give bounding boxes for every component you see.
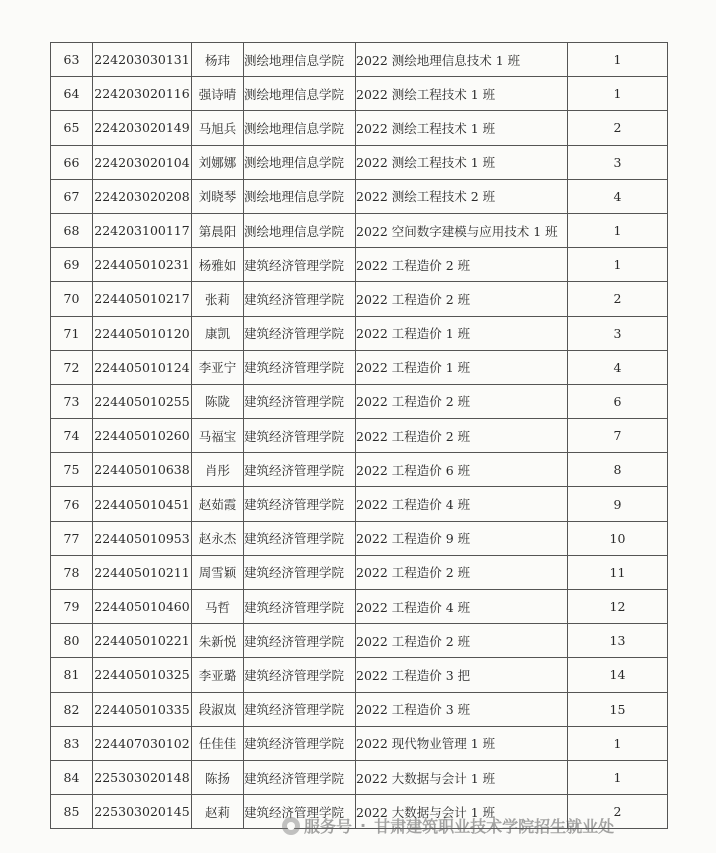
rank-cell: 1 — [568, 43, 668, 77]
roster-table — [50, 42, 668, 829]
rank-cell: 1 — [568, 77, 668, 111]
student-name-cell: 任佳佳 — [192, 726, 244, 760]
class-name-cell: 2022 工程造价 9 班 — [356, 521, 568, 555]
rank-cell: 4 — [568, 350, 668, 384]
table-row — [51, 726, 668, 760]
table-row — [51, 384, 668, 418]
college-name-cell: 建筑经济管理学院 — [244, 350, 356, 384]
student-name-cell: 马旭兵 — [192, 111, 244, 145]
student-id-cell: 224203030131 — [93, 43, 192, 77]
row-number-cell: 79 — [51, 590, 93, 624]
college-name-cell: 测绘地理信息学院 — [244, 179, 356, 213]
student-id-cell: 224203100117 — [93, 213, 192, 247]
rank-cell: 1 — [568, 760, 668, 794]
rank-cell: 10 — [568, 521, 668, 555]
college-name-cell: 建筑经济管理学院 — [244, 282, 356, 316]
class-name-cell: 2022 测绘地理信息技术 1 班 — [356, 43, 568, 77]
table-row — [51, 248, 668, 282]
wechat-icon — [282, 817, 300, 835]
table-row — [51, 43, 668, 77]
student-name-cell: 陈陇 — [192, 384, 244, 418]
college-name-cell: 建筑经济管理学院 — [244, 624, 356, 658]
student-name-cell: 周雪颖 — [192, 555, 244, 589]
student-name-cell: 刘娜娜 — [192, 145, 244, 179]
class-name-cell: 2022 大数据与会计 1 班 — [356, 795, 568, 829]
row-number-cell: 67 — [51, 179, 93, 213]
student-id-cell: 224405010255 — [93, 384, 192, 418]
table-row — [51, 179, 668, 213]
student-id-cell: 224405010953 — [93, 521, 192, 555]
row-number-cell: 81 — [51, 658, 93, 692]
rank-cell: 15 — [568, 692, 668, 726]
row-number-cell: 78 — [51, 555, 93, 589]
row-number-cell: 64 — [51, 77, 93, 111]
class-name-cell: 2022 工程造价 2 班 — [356, 248, 568, 282]
student-id-cell: 225303020145 — [93, 795, 192, 829]
college-name-cell: 测绘地理信息学院 — [244, 77, 356, 111]
class-name-cell: 2022 工程造价 6 班 — [356, 453, 568, 487]
student-id-cell: 224405010335 — [93, 692, 192, 726]
college-name-cell: 建筑经济管理学院 — [244, 384, 356, 418]
student-id-cell: 224407030102 — [93, 726, 192, 760]
college-name-cell: 建筑经济管理学院 — [244, 555, 356, 589]
rank-cell: 6 — [568, 384, 668, 418]
table-row — [51, 282, 668, 316]
student-id-cell: 225303020148 — [93, 760, 192, 794]
student-id-cell: 224405010451 — [93, 487, 192, 521]
student-id-cell: 224405010124 — [93, 350, 192, 384]
class-name-cell: 2022 工程造价 3 班 — [356, 692, 568, 726]
class-name-cell: 2022 大数据与会计 1 班 — [356, 760, 568, 794]
row-number-cell: 84 — [51, 760, 93, 794]
student-name-cell: 强诗晴 — [192, 77, 244, 111]
student-name-cell: 陈扬 — [192, 760, 244, 794]
watermark-org: 甘肃建筑职业技术学院招生就业处 — [374, 817, 615, 836]
row-number-cell: 63 — [51, 43, 93, 77]
row-number-cell: 82 — [51, 692, 93, 726]
rank-cell: 9 — [568, 487, 668, 521]
rank-cell: 2 — [568, 282, 668, 316]
student-name-cell: 赵莉 — [192, 795, 244, 829]
watermark — [282, 814, 614, 837]
rank-cell: 3 — [568, 145, 668, 179]
college-name-cell: 测绘地理信息学院 — [244, 213, 356, 247]
student-id-cell: 224405010120 — [93, 316, 192, 350]
rank-cell: 4 — [568, 179, 668, 213]
class-name-cell: 2022 工程造价 2 班 — [356, 282, 568, 316]
row-number-cell: 80 — [51, 624, 93, 658]
table-row — [51, 590, 668, 624]
table-row — [51, 555, 668, 589]
rank-cell: 1 — [568, 726, 668, 760]
watermark-separator: · — [360, 816, 367, 835]
class-name-cell: 2022 工程造价 3 把 — [356, 658, 568, 692]
rank-cell: 1 — [568, 248, 668, 282]
college-name-cell: 测绘地理信息学院 — [244, 43, 356, 77]
table-row — [51, 624, 668, 658]
row-number-cell: 75 — [51, 453, 93, 487]
row-number-cell: 73 — [51, 384, 93, 418]
table-row — [51, 213, 668, 247]
college-name-cell: 建筑经济管理学院 — [244, 726, 356, 760]
rank-cell: 3 — [568, 316, 668, 350]
table-row — [51, 453, 668, 487]
student-name-cell: 赵永杰 — [192, 521, 244, 555]
row-number-cell: 76 — [51, 487, 93, 521]
row-number-cell: 68 — [51, 213, 93, 247]
student-name-cell: 赵茹霞 — [192, 487, 244, 521]
class-name-cell: 2022 工程造价 4 班 — [356, 590, 568, 624]
college-name-cell: 建筑经济管理学院 — [244, 453, 356, 487]
table-row — [51, 760, 668, 794]
class-name-cell: 2022 工程造价 2 班 — [356, 384, 568, 418]
student-id-cell: 224405010217 — [93, 282, 192, 316]
student-name-cell: 第晨阳 — [192, 213, 244, 247]
college-name-cell: 建筑经济管理学院 — [244, 316, 356, 350]
row-number-cell: 71 — [51, 316, 93, 350]
student-name-cell: 杨玮 — [192, 43, 244, 77]
college-name-cell: 建筑经济管理学院 — [244, 521, 356, 555]
table-row — [51, 350, 668, 384]
class-name-cell: 2022 工程造价 2 班 — [356, 624, 568, 658]
class-name-cell: 2022 工程造价 2 班 — [356, 555, 568, 589]
college-name-cell: 建筑经济管理学院 — [244, 248, 356, 282]
watermark-label: 服务号 — [304, 817, 353, 836]
rank-cell: 2 — [568, 111, 668, 145]
student-name-cell: 杨雅如 — [192, 248, 244, 282]
college-name-cell: 建筑经济管理学院 — [244, 487, 356, 521]
table-row — [51, 521, 668, 555]
student-id-cell: 224203020104 — [93, 145, 192, 179]
table-row — [51, 316, 668, 350]
row-number-cell: 70 — [51, 282, 93, 316]
student-id-cell: 224405010638 — [93, 453, 192, 487]
table-row — [51, 692, 668, 726]
table-row — [51, 419, 668, 453]
row-number-cell: 65 — [51, 111, 93, 145]
student-name-cell: 李亚璐 — [192, 658, 244, 692]
student-name-cell: 康凯 — [192, 316, 244, 350]
student-id-cell: 224405010231 — [93, 248, 192, 282]
student-name-cell: 张莉 — [192, 282, 244, 316]
table-row — [51, 658, 668, 692]
college-name-cell: 建筑经济管理学院 — [244, 658, 356, 692]
student-id-cell: 224405010260 — [93, 419, 192, 453]
class-name-cell: 2022 工程造价 1 班 — [356, 350, 568, 384]
table-row — [51, 77, 668, 111]
college-name-cell: 测绘地理信息学院 — [244, 145, 356, 179]
table-row — [51, 111, 668, 145]
table-row — [51, 487, 668, 521]
college-name-cell: 测绘地理信息学院 — [244, 111, 356, 145]
student-name-cell: 段淑岚 — [192, 692, 244, 726]
student-name-cell: 朱新悦 — [192, 624, 244, 658]
student-id-cell: 224203020149 — [93, 111, 192, 145]
college-name-cell: 建筑经济管理学院 — [244, 692, 356, 726]
class-name-cell: 2022 空间数字建模与应用技术 1 班 — [356, 213, 568, 247]
class-name-cell: 2022 测绘工程技术 1 班 — [356, 145, 568, 179]
student-name-cell: 李亚宁 — [192, 350, 244, 384]
student-name-cell: 马福宝 — [192, 419, 244, 453]
class-name-cell: 2022 工程造价 2 班 — [356, 419, 568, 453]
table-row — [51, 145, 668, 179]
row-number-cell: 83 — [51, 726, 93, 760]
row-number-cell: 85 — [51, 795, 93, 829]
rank-cell: 13 — [568, 624, 668, 658]
college-name-cell: 建筑经济管理学院 — [244, 419, 356, 453]
student-id-cell: 224405010221 — [93, 624, 192, 658]
roster-body — [51, 43, 668, 829]
student-name-cell: 马哲 — [192, 590, 244, 624]
student-name-cell: 肖彤 — [192, 453, 244, 487]
class-name-cell: 2022 测绘工程技术 2 班 — [356, 179, 568, 213]
student-id-cell: 224405010325 — [93, 658, 192, 692]
rank-cell: 14 — [568, 658, 668, 692]
college-name-cell: 建筑经济管理学院 — [244, 760, 356, 794]
rank-cell: 1 — [568, 213, 668, 247]
rank-cell: 7 — [568, 419, 668, 453]
rank-cell: 12 — [568, 590, 668, 624]
row-number-cell: 69 — [51, 248, 93, 282]
rank-cell: 11 — [568, 555, 668, 589]
student-id-cell: 224405010460 — [93, 590, 192, 624]
class-name-cell: 2022 测绘工程技术 1 班 — [356, 77, 568, 111]
class-name-cell: 2022 工程造价 4 班 — [356, 487, 568, 521]
row-number-cell: 77 — [51, 521, 93, 555]
rank-cell: 2 — [568, 795, 668, 829]
student-id-cell: 224203020208 — [93, 179, 192, 213]
class-name-cell: 2022 工程造价 1 班 — [356, 316, 568, 350]
college-name-cell: 建筑经济管理学院 — [244, 795, 356, 829]
rank-cell: 8 — [568, 453, 668, 487]
student-id-cell: 224405010211 — [93, 555, 192, 589]
class-name-cell: 2022 测绘工程技术 1 班 — [356, 111, 568, 145]
college-name-cell: 建筑经济管理学院 — [244, 590, 356, 624]
student-id-cell: 224203020116 — [93, 77, 192, 111]
row-number-cell: 72 — [51, 350, 93, 384]
student-name-cell: 刘晓琴 — [192, 179, 244, 213]
row-number-cell: 74 — [51, 419, 93, 453]
class-name-cell: 2022 现代物业管理 1 班 — [356, 726, 568, 760]
row-number-cell: 66 — [51, 145, 93, 179]
